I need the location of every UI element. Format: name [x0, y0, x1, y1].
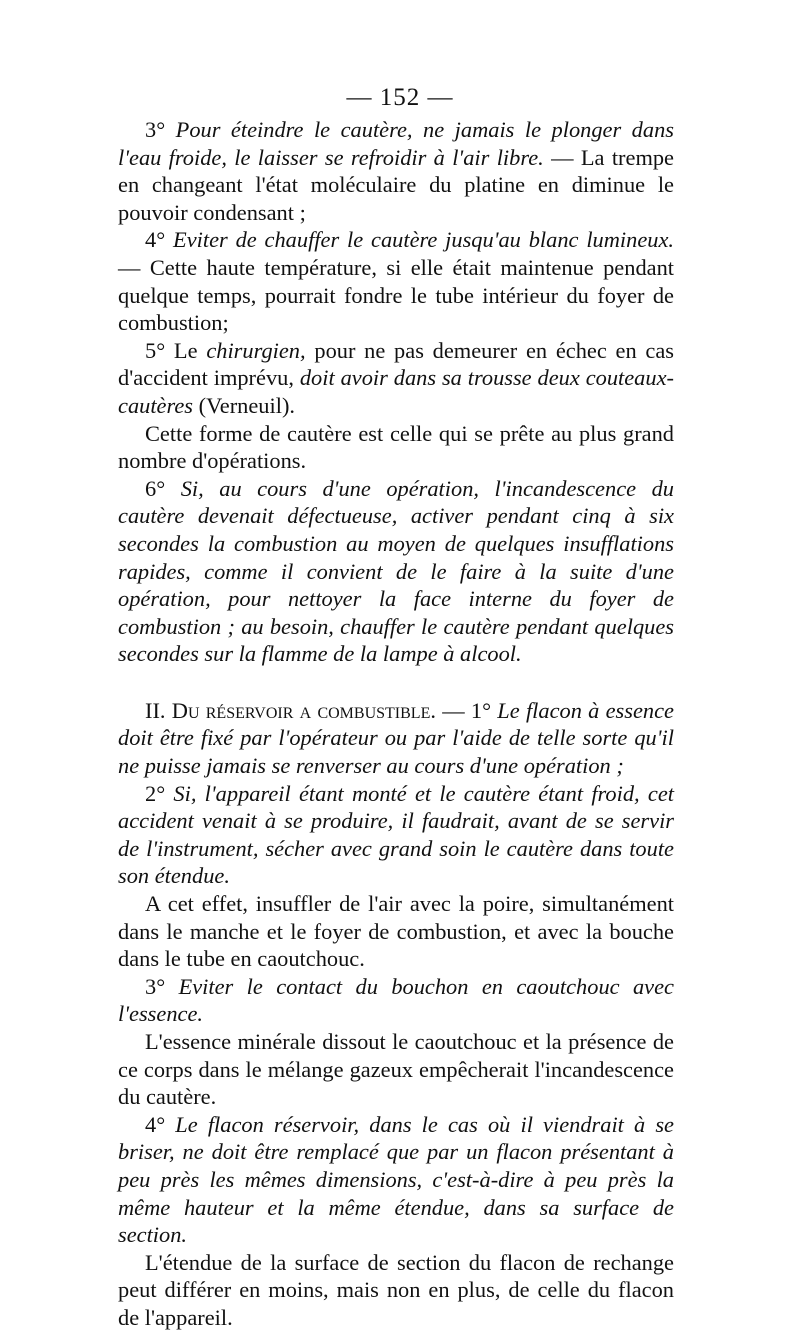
paragraph-insufflation [118, 890, 674, 973]
italic-word: chirurgien, [206, 337, 306, 363]
paragraph-text: L'essence minérale dissout le caoutchouc et la présence de ce corps dans le mélange gazeux empêcherait l'incandescence du cautère. [118, 1029, 674, 1110]
paragraph-text: (Verneuil). [198, 392, 296, 418]
item-number: 2° [145, 780, 166, 806]
paragraph-mineral-essence [118, 1028, 674, 1111]
paragraph-3-stopper [118, 973, 674, 1028]
item-number: 3° [145, 973, 166, 999]
italic-instruction: Si, au cours d'une opération, l'incandescence du cautère devenait défectueuse, activer pendant cinq à six secondes la combustion au moyen de quelques insufflations rapides, comme il convient de le faire à la suite d'une opération, pour nettoyer la face interne du foyer de combustion ; au besoin, chauffer le cautère pendant quelques secondes sur la flamme de la lampe à alcool. [118, 475, 674, 667]
paragraph-4-flask [118, 1111, 674, 1249]
paragraph-text: Cette forme de cautère est celle qui se prête au plus grand nombre d'opérations. [118, 420, 674, 474]
section-heading: Du réservoir a combustible. [171, 697, 436, 723]
item-number: 4° [145, 1111, 166, 1137]
page-body [118, 116, 674, 1332]
italic-instruction: Si, l'appareil étant monté et le cautère étant froid, cet accident venait à se produire, il faudrait, avant de se servir de l'instrument, sécher avec grand soin le cautère dans toute son étendue. [118, 780, 674, 889]
italic-instruction: Pour éteindre le cautère, ne jamais le plonger dans l'eau froide, le laisser se refroidir à l'air libre. [118, 117, 674, 170]
item-number: 5° [145, 337, 166, 363]
paragraph-4-overheat [118, 226, 674, 336]
item-number: 4° [145, 227, 166, 253]
paragraph-6-incandescence [118, 475, 674, 668]
item-number: 6° [145, 475, 166, 501]
paragraph-text: pour ne pas demeurer en échec en cas d'accident imprévu, [118, 337, 675, 391]
paragraph-2-accident [118, 780, 674, 890]
section-number: II. [145, 697, 166, 723]
paragraph-text: — Cette haute température, si elle était maintenue pendant quelque temps, pourrait fondre le tube intérieur du foyer de combustion; [118, 254, 674, 336]
italic-instruction: Le flacon à essence doit être fixé par l'opérateur ou par l'aide de telle sorte qu'il ne puisse jamais se renverser au cours d'une opération ; [118, 697, 674, 779]
italic-instruction: doit avoir dans sa trousse deux couteaux-cautères [118, 365, 674, 418]
paragraph-replacement-flask [118, 1249, 674, 1332]
paragraph-text: L'étendue de la surface de section du flacon de rechange peut différer en moins, mais non en plus, de celle du flacon de l'appareil. [118, 1249, 674, 1330]
italic-instruction: Eviter de chauffer le cautère jusqu'au blanc lumineux. [173, 227, 674, 253]
heading-dash: — [442, 697, 465, 723]
paragraph-text: Le [173, 337, 198, 363]
item-number: 1° [470, 697, 492, 723]
page-number: — 152 — [346, 84, 454, 111]
paragraph-5-surgeon [118, 337, 674, 420]
paragraph-text: — La trempe en changeant l'état moléculaire du platine en diminue le pouvoir condensant ; [118, 144, 674, 225]
paragraph-text: A cet effet, insuffler de l'air avec la poire, simultanément dans le manche et le foyer de combustion, et avec la bouche dans le tube en caoutchouc. [118, 891, 674, 972]
section-ii-reservoir [118, 697, 674, 780]
paragraph-cautery-form [118, 420, 674, 475]
italic-instruction: Le flacon réservoir, dans le cas où il viendrait à se briser, ne doit être remplacé que par un flacon présentant à peu près les mêmes dimensions, c'est-à-dire à peu près la même hauteur et la même étendue, dans sa surface de section. [118, 1111, 674, 1248]
italic-instruction: Eviter le contact du bouchon en caoutchouc avec l'essence. [118, 973, 674, 1027]
paragraph-3-quench [118, 116, 674, 226]
item-number: 3° [145, 117, 166, 142]
